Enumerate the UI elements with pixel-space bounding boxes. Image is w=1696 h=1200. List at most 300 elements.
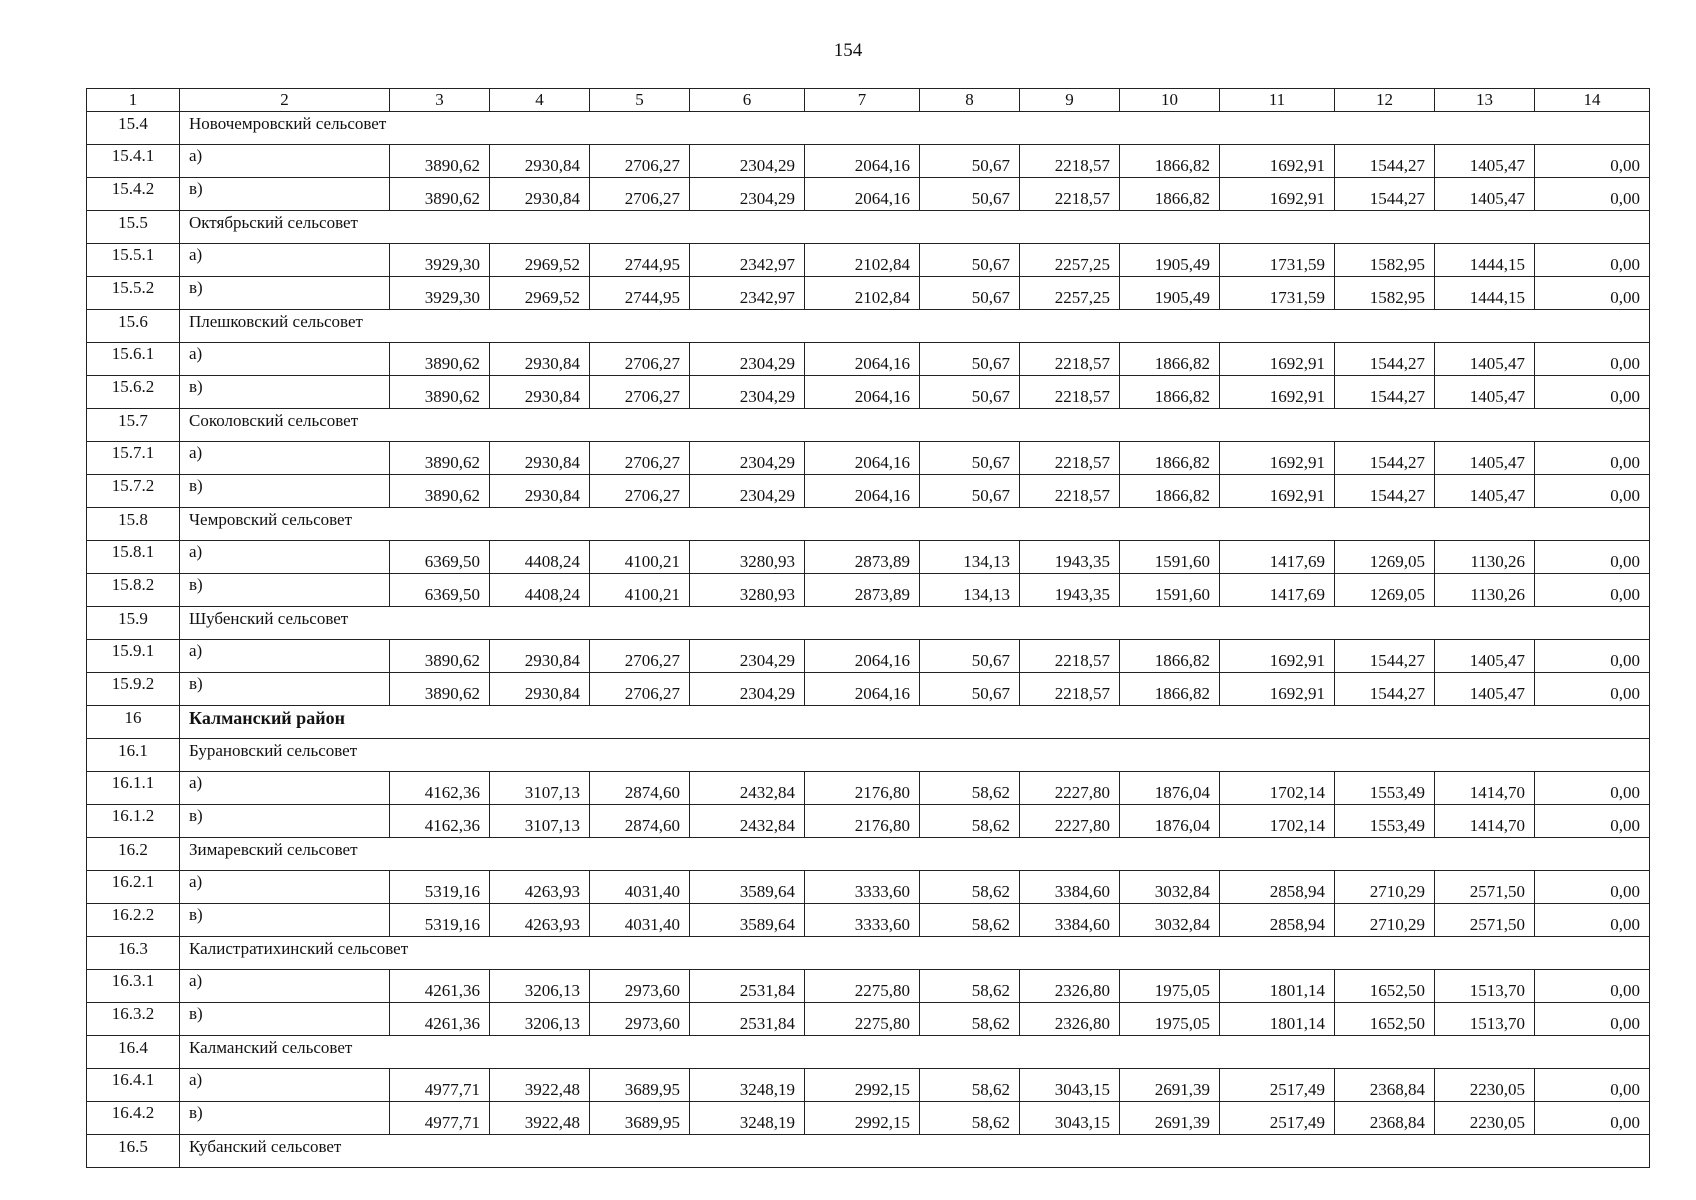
value-cell: 0,00 xyxy=(1535,871,1650,904)
value-cell: 3689,95 xyxy=(590,1102,690,1135)
value-cell: 2227,80 xyxy=(1020,772,1120,805)
value-cell: 2973,60 xyxy=(590,970,690,1003)
value-cell: 1801,14 xyxy=(1220,970,1335,1003)
value-cell: 2571,50 xyxy=(1435,871,1535,904)
value-cell: 1553,49 xyxy=(1335,772,1435,805)
value-cell: 3890,62 xyxy=(390,343,490,376)
value-cell: 3107,13 xyxy=(490,805,590,838)
value-cell: 2064,16 xyxy=(805,343,920,376)
table-row xyxy=(87,805,1650,838)
value-cell: 3043,15 xyxy=(1020,1069,1120,1102)
value-cell: 2230,05 xyxy=(1435,1069,1535,1102)
value-cell: 2706,27 xyxy=(590,376,690,409)
value-cell: 2218,57 xyxy=(1020,640,1120,673)
value-cell: 2691,39 xyxy=(1120,1069,1220,1102)
value-cell: 1414,70 xyxy=(1435,805,1535,838)
value-cell: 50,67 xyxy=(920,442,1020,475)
table-row xyxy=(87,640,1650,673)
value-cell: 58,62 xyxy=(920,970,1020,1003)
column-number-header: 5 xyxy=(590,89,690,112)
value-cell: 4263,93 xyxy=(490,871,590,904)
section-title: Шубенский сельсовет xyxy=(180,607,1650,640)
table-row xyxy=(87,475,1650,508)
value-cell: 4408,24 xyxy=(490,541,590,574)
value-cell: 1692,91 xyxy=(1220,442,1335,475)
table-row xyxy=(87,376,1650,409)
row-code: 16.4.1 xyxy=(87,1069,180,1102)
value-cell: 3043,15 xyxy=(1020,1102,1120,1135)
section-code: 16.1 xyxy=(87,739,180,772)
value-cell: 4031,40 xyxy=(590,871,690,904)
value-cell: 1692,91 xyxy=(1220,640,1335,673)
district-title: Калманский район xyxy=(180,706,1650,739)
value-cell: 134,13 xyxy=(920,541,1020,574)
value-cell: 2874,60 xyxy=(590,805,690,838)
section-title: Бурановский сельсовет xyxy=(180,739,1650,772)
value-cell: 2275,80 xyxy=(805,970,920,1003)
value-cell: 1582,95 xyxy=(1335,244,1435,277)
value-cell: 1417,69 xyxy=(1220,541,1335,574)
value-cell: 2218,57 xyxy=(1020,673,1120,706)
section-code: 15.8 xyxy=(87,508,180,541)
value-cell: 2326,80 xyxy=(1020,970,1120,1003)
tariff-table xyxy=(86,88,1650,1168)
column-number-header: 10 xyxy=(1120,89,1220,112)
value-cell: 58,62 xyxy=(920,1102,1020,1135)
section-code: 16.4 xyxy=(87,1036,180,1069)
value-cell: 1405,47 xyxy=(1435,145,1535,178)
value-cell: 3248,19 xyxy=(690,1069,805,1102)
column-number-header: 11 xyxy=(1220,89,1335,112)
value-cell: 1544,27 xyxy=(1335,343,1435,376)
section-header-row xyxy=(87,310,1650,343)
column-number-header: 1 xyxy=(87,89,180,112)
value-cell: 2969,52 xyxy=(490,244,590,277)
value-cell: 2930,84 xyxy=(490,442,590,475)
value-cell: 50,67 xyxy=(920,145,1020,178)
value-cell: 50,67 xyxy=(920,673,1020,706)
column-number-header: 12 xyxy=(1335,89,1435,112)
value-cell: 2571,50 xyxy=(1435,904,1535,937)
row-code: 15.7.1 xyxy=(87,442,180,475)
value-cell: 2992,15 xyxy=(805,1069,920,1102)
row-code: 15.8.2 xyxy=(87,574,180,607)
table-row xyxy=(87,178,1650,211)
row-kind: а) xyxy=(180,772,390,805)
row-kind: а) xyxy=(180,871,390,904)
value-cell: 4162,36 xyxy=(390,772,490,805)
section-title: Кубанский сельсовет xyxy=(180,1135,1650,1168)
value-cell: 2930,84 xyxy=(490,640,590,673)
value-cell: 2227,80 xyxy=(1020,805,1120,838)
value-cell: 1444,15 xyxy=(1435,244,1535,277)
section-title: Чемровский сельсовет xyxy=(180,508,1650,541)
table-row xyxy=(87,673,1650,706)
section-code: 15.9 xyxy=(87,607,180,640)
value-cell: 2706,27 xyxy=(590,145,690,178)
table-row xyxy=(87,871,1650,904)
value-cell: 2218,57 xyxy=(1020,376,1120,409)
value-cell: 3206,13 xyxy=(490,970,590,1003)
section-header-row xyxy=(87,1036,1650,1069)
column-number-header: 13 xyxy=(1435,89,1535,112)
value-cell: 0,00 xyxy=(1535,178,1650,211)
value-cell: 4261,36 xyxy=(390,970,490,1003)
row-kind: а) xyxy=(180,1069,390,1102)
row-code: 15.5.1 xyxy=(87,244,180,277)
value-cell: 1905,49 xyxy=(1120,277,1220,310)
section-code: 15.4 xyxy=(87,112,180,145)
value-cell: 1866,82 xyxy=(1120,475,1220,508)
row-kind: а) xyxy=(180,145,390,178)
value-cell: 2368,84 xyxy=(1335,1102,1435,1135)
value-cell: 4408,24 xyxy=(490,574,590,607)
value-cell: 2342,97 xyxy=(690,277,805,310)
value-cell: 50,67 xyxy=(920,178,1020,211)
section-header-row xyxy=(87,937,1650,970)
section-title: Калманский сельсовет xyxy=(180,1036,1650,1069)
value-cell: 3689,95 xyxy=(590,1069,690,1102)
value-cell: 2930,84 xyxy=(490,475,590,508)
table-row xyxy=(87,904,1650,937)
value-cell: 1866,82 xyxy=(1120,442,1220,475)
value-cell: 1513,70 xyxy=(1435,1003,1535,1036)
table-row xyxy=(87,1069,1650,1102)
table-body xyxy=(87,89,1650,1168)
value-cell: 1652,50 xyxy=(1335,1003,1435,1036)
value-cell: 2218,57 xyxy=(1020,442,1120,475)
value-cell: 0,00 xyxy=(1535,673,1650,706)
value-cell: 2176,80 xyxy=(805,805,920,838)
value-cell: 2930,84 xyxy=(490,178,590,211)
value-cell: 2102,84 xyxy=(805,244,920,277)
table-row xyxy=(87,277,1650,310)
value-cell: 2432,84 xyxy=(690,805,805,838)
value-cell: 2064,16 xyxy=(805,178,920,211)
table-row xyxy=(87,343,1650,376)
value-cell: 0,00 xyxy=(1535,145,1650,178)
value-cell: 1876,04 xyxy=(1120,805,1220,838)
value-cell: 2368,84 xyxy=(1335,1069,1435,1102)
row-code: 15.9.2 xyxy=(87,673,180,706)
value-cell: 1544,27 xyxy=(1335,640,1435,673)
column-number-header: 14 xyxy=(1535,89,1650,112)
value-cell: 58,62 xyxy=(920,871,1020,904)
value-cell: 2744,95 xyxy=(590,244,690,277)
value-cell: 2969,52 xyxy=(490,277,590,310)
value-cell: 3333,60 xyxy=(805,904,920,937)
value-cell: 6369,50 xyxy=(390,574,490,607)
row-kind: в) xyxy=(180,178,390,211)
value-cell: 4031,40 xyxy=(590,904,690,937)
value-cell: 1405,47 xyxy=(1435,376,1535,409)
value-cell: 3384,60 xyxy=(1020,904,1120,937)
row-code: 16.2.1 xyxy=(87,871,180,904)
value-cell: 2706,27 xyxy=(590,640,690,673)
value-cell: 2064,16 xyxy=(805,442,920,475)
value-cell: 1544,27 xyxy=(1335,475,1435,508)
row-kind: в) xyxy=(180,574,390,607)
value-cell: 2691,39 xyxy=(1120,1102,1220,1135)
section-code: 16.2 xyxy=(87,838,180,871)
value-cell: 2930,84 xyxy=(490,376,590,409)
value-cell: 2064,16 xyxy=(805,673,920,706)
section-header-row xyxy=(87,838,1650,871)
section-title: Плешковский сельсовет xyxy=(180,310,1650,343)
table-row xyxy=(87,145,1650,178)
value-cell: 2706,27 xyxy=(590,475,690,508)
value-cell: 1405,47 xyxy=(1435,640,1535,673)
row-kind: в) xyxy=(180,1003,390,1036)
row-code: 16.3.2 xyxy=(87,1003,180,1036)
value-cell: 1544,27 xyxy=(1335,673,1435,706)
section-header-row xyxy=(87,211,1650,244)
value-cell: 134,13 xyxy=(920,574,1020,607)
value-cell: 3248,19 xyxy=(690,1102,805,1135)
value-cell: 0,00 xyxy=(1535,1102,1650,1135)
value-cell: 0,00 xyxy=(1535,244,1650,277)
value-cell: 2064,16 xyxy=(805,475,920,508)
value-cell: 1876,04 xyxy=(1120,772,1220,805)
row-kind: а) xyxy=(180,442,390,475)
value-cell: 1943,35 xyxy=(1020,574,1120,607)
value-cell: 2531,84 xyxy=(690,970,805,1003)
value-cell: 3890,62 xyxy=(390,376,490,409)
row-code: 16.1.2 xyxy=(87,805,180,838)
value-cell: 0,00 xyxy=(1535,970,1650,1003)
value-cell: 2304,29 xyxy=(690,145,805,178)
section-header-row xyxy=(87,607,1650,640)
value-cell: 3107,13 xyxy=(490,772,590,805)
value-cell: 1702,14 xyxy=(1220,772,1335,805)
value-cell: 1702,14 xyxy=(1220,805,1335,838)
value-cell: 1269,05 xyxy=(1335,574,1435,607)
value-cell: 1414,70 xyxy=(1435,772,1535,805)
value-cell: 2992,15 xyxy=(805,1102,920,1135)
row-code: 15.7.2 xyxy=(87,475,180,508)
value-cell: 1591,60 xyxy=(1120,574,1220,607)
value-cell: 0,00 xyxy=(1535,574,1650,607)
value-cell: 2230,05 xyxy=(1435,1102,1535,1135)
value-cell: 3032,84 xyxy=(1120,904,1220,937)
row-code: 15.5.2 xyxy=(87,277,180,310)
value-cell: 2176,80 xyxy=(805,772,920,805)
value-cell: 0,00 xyxy=(1535,475,1650,508)
section-code: 15.7 xyxy=(87,409,180,442)
value-cell: 2304,29 xyxy=(690,343,805,376)
row-code: 15.4.2 xyxy=(87,178,180,211)
value-cell: 1866,82 xyxy=(1120,178,1220,211)
value-cell: 2517,49 xyxy=(1220,1069,1335,1102)
value-cell: 4261,36 xyxy=(390,1003,490,1036)
section-title: Новочемровский сельсовет xyxy=(180,112,1650,145)
value-cell: 1405,47 xyxy=(1435,673,1535,706)
value-cell: 4263,93 xyxy=(490,904,590,937)
section-title: Соколовский сельсовет xyxy=(180,409,1650,442)
value-cell: 2858,94 xyxy=(1220,871,1335,904)
value-cell: 2706,27 xyxy=(590,178,690,211)
value-cell: 3589,64 xyxy=(690,871,805,904)
value-cell: 1943,35 xyxy=(1020,541,1120,574)
value-cell: 50,67 xyxy=(920,277,1020,310)
value-cell: 1866,82 xyxy=(1120,376,1220,409)
value-cell: 1405,47 xyxy=(1435,442,1535,475)
value-cell: 3922,48 xyxy=(490,1102,590,1135)
value-cell: 0,00 xyxy=(1535,376,1650,409)
value-cell: 0,00 xyxy=(1535,343,1650,376)
table-row xyxy=(87,541,1650,574)
value-cell: 3032,84 xyxy=(1120,871,1220,904)
value-cell: 2973,60 xyxy=(590,1003,690,1036)
value-cell: 2531,84 xyxy=(690,1003,805,1036)
value-cell: 1975,05 xyxy=(1120,970,1220,1003)
section-title: Калистратихинский сельсовет xyxy=(180,937,1650,970)
value-cell: 1582,95 xyxy=(1335,277,1435,310)
value-cell: 1866,82 xyxy=(1120,673,1220,706)
row-kind: а) xyxy=(180,541,390,574)
value-cell: 2432,84 xyxy=(690,772,805,805)
value-cell: 2930,84 xyxy=(490,145,590,178)
value-cell: 1444,15 xyxy=(1435,277,1535,310)
value-cell: 1553,49 xyxy=(1335,805,1435,838)
value-cell: 2744,95 xyxy=(590,277,690,310)
value-cell: 3929,30 xyxy=(390,244,490,277)
row-kind: а) xyxy=(180,244,390,277)
column-number-header: 9 xyxy=(1020,89,1120,112)
value-cell: 2064,16 xyxy=(805,376,920,409)
value-cell: 1513,70 xyxy=(1435,970,1535,1003)
value-cell: 4100,21 xyxy=(590,541,690,574)
value-cell: 2257,25 xyxy=(1020,277,1120,310)
section-header-row xyxy=(87,739,1650,772)
column-number-header: 7 xyxy=(805,89,920,112)
table-row xyxy=(87,772,1650,805)
table-row xyxy=(87,574,1650,607)
value-cell: 3280,93 xyxy=(690,574,805,607)
section-code: 16 xyxy=(87,706,180,739)
row-code: 15.4.1 xyxy=(87,145,180,178)
section-code: 15.6 xyxy=(87,310,180,343)
table-row xyxy=(87,970,1650,1003)
value-cell: 2706,27 xyxy=(590,442,690,475)
value-cell: 50,67 xyxy=(920,376,1020,409)
value-cell: 4977,71 xyxy=(390,1069,490,1102)
table-row xyxy=(87,1003,1650,1036)
value-cell: 3929,30 xyxy=(390,277,490,310)
row-kind: в) xyxy=(180,673,390,706)
value-cell: 2706,27 xyxy=(590,343,690,376)
value-cell: 2304,29 xyxy=(690,178,805,211)
value-cell: 2342,97 xyxy=(690,244,805,277)
value-cell: 3384,60 xyxy=(1020,871,1120,904)
value-cell: 2257,25 xyxy=(1020,244,1120,277)
value-cell: 5319,16 xyxy=(390,871,490,904)
value-cell: 2304,29 xyxy=(690,376,805,409)
value-cell: 1405,47 xyxy=(1435,178,1535,211)
table-row xyxy=(87,442,1650,475)
value-cell: 1692,91 xyxy=(1220,673,1335,706)
value-cell: 1652,50 xyxy=(1335,970,1435,1003)
value-cell: 58,62 xyxy=(920,1003,1020,1036)
page-number: 154 xyxy=(833,40,863,61)
section-code: 15.5 xyxy=(87,211,180,244)
header-row xyxy=(87,89,1650,112)
row-code: 15.6.2 xyxy=(87,376,180,409)
value-cell: 2064,16 xyxy=(805,145,920,178)
value-cell: 1905,49 xyxy=(1120,244,1220,277)
row-code: 16.3.1 xyxy=(87,970,180,1003)
column-number-header: 4 xyxy=(490,89,590,112)
value-cell: 2304,29 xyxy=(690,475,805,508)
table-row xyxy=(87,244,1650,277)
value-cell: 3890,62 xyxy=(390,475,490,508)
value-cell: 0,00 xyxy=(1535,1003,1650,1036)
value-cell: 1130,26 xyxy=(1435,541,1535,574)
value-cell: 50,67 xyxy=(920,640,1020,673)
value-cell: 1591,60 xyxy=(1120,541,1220,574)
row-code: 15.6.1 xyxy=(87,343,180,376)
value-cell: 1866,82 xyxy=(1120,343,1220,376)
section-title: Зимаревский сельсовет xyxy=(180,838,1650,871)
value-cell: 2304,29 xyxy=(690,640,805,673)
value-cell: 1269,05 xyxy=(1335,541,1435,574)
value-cell: 3890,62 xyxy=(390,145,490,178)
value-cell: 58,62 xyxy=(920,904,1020,937)
value-cell: 1544,27 xyxy=(1335,376,1435,409)
value-cell: 3589,64 xyxy=(690,904,805,937)
value-cell: 58,62 xyxy=(920,772,1020,805)
value-cell: 3890,62 xyxy=(390,673,490,706)
row-kind: в) xyxy=(180,805,390,838)
value-cell: 2102,84 xyxy=(805,277,920,310)
value-cell: 50,67 xyxy=(920,244,1020,277)
value-cell: 0,00 xyxy=(1535,541,1650,574)
value-cell: 1417,69 xyxy=(1220,574,1335,607)
value-cell: 6369,50 xyxy=(390,541,490,574)
value-cell: 3206,13 xyxy=(490,1003,590,1036)
value-cell: 0,00 xyxy=(1535,277,1650,310)
value-cell: 1405,47 xyxy=(1435,475,1535,508)
value-cell: 2218,57 xyxy=(1020,178,1120,211)
value-cell: 1801,14 xyxy=(1220,1003,1335,1036)
value-cell: 1692,91 xyxy=(1220,343,1335,376)
section-header-row xyxy=(87,508,1650,541)
value-cell: 1544,27 xyxy=(1335,145,1435,178)
value-cell: 58,62 xyxy=(920,1069,1020,1102)
value-cell: 3922,48 xyxy=(490,1069,590,1102)
value-cell: 2326,80 xyxy=(1020,1003,1120,1036)
row-kind: в) xyxy=(180,475,390,508)
section-header-row xyxy=(87,409,1650,442)
value-cell: 2218,57 xyxy=(1020,475,1120,508)
value-cell: 2930,84 xyxy=(490,343,590,376)
section-code: 16.5 xyxy=(87,1135,180,1168)
value-cell: 2064,16 xyxy=(805,640,920,673)
value-cell: 4162,36 xyxy=(390,805,490,838)
row-kind: в) xyxy=(180,1102,390,1135)
row-kind: а) xyxy=(180,970,390,1003)
value-cell: 3280,93 xyxy=(690,541,805,574)
row-code: 15.9.1 xyxy=(87,640,180,673)
value-cell: 2710,29 xyxy=(1335,871,1435,904)
district-header-row xyxy=(87,706,1650,739)
row-kind: а) xyxy=(180,640,390,673)
value-cell: 1692,91 xyxy=(1220,145,1335,178)
value-cell: 2275,80 xyxy=(805,1003,920,1036)
value-cell: 2218,57 xyxy=(1020,343,1120,376)
value-cell: 1692,91 xyxy=(1220,376,1335,409)
row-code: 16.4.2 xyxy=(87,1102,180,1135)
